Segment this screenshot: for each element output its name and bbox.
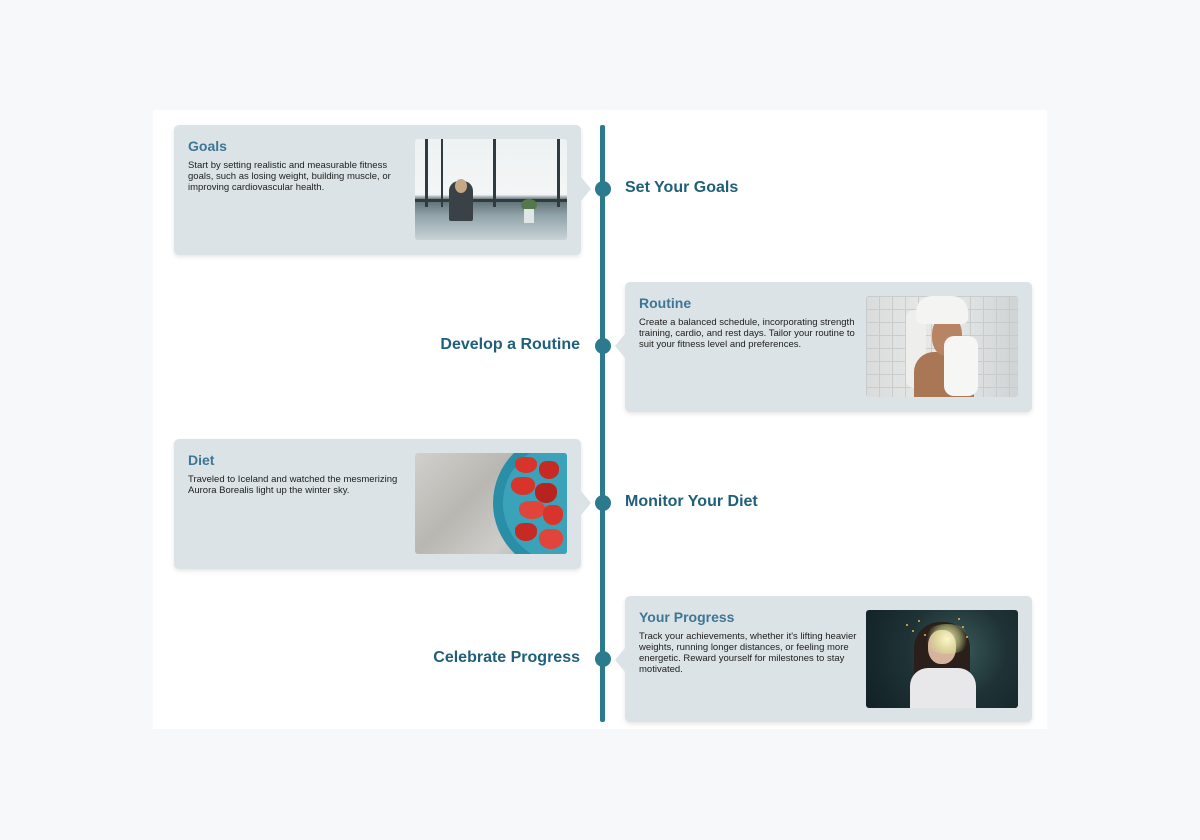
card-title: Routine — [639, 295, 692, 311]
timeline-dot — [595, 338, 611, 354]
step-label: Celebrate Progress — [433, 649, 580, 666]
timeline-card-routine — [625, 282, 1032, 412]
strawberries-plate-photo — [415, 453, 567, 554]
card-pointer — [581, 177, 591, 201]
timeline-card-progress — [625, 596, 1032, 722]
card-title: Diet — [188, 452, 215, 468]
woman-with-towel-photo — [866, 296, 1018, 397]
timeline-card-diet — [174, 439, 581, 569]
card-text: Track your achievements, whether it's lifting heavier weights, running longer distances, or feeling more energetic. Reward yourself for milestones to stay motivated. — [639, 631, 857, 675]
timeline-dot — [595, 181, 611, 197]
card-text: Start by setting realistic and measurable fitness goals, such as losing weight, building muscle, or improving cardiovascular health. — [188, 160, 391, 193]
card-text: Create a balanced schedule, incorporating strength training, cardio, and rest days. Tailor your routine to suit your fitness level and preferences. — [639, 317, 855, 350]
card-pointer — [581, 491, 591, 515]
girl-with-sparkler-photo — [866, 610, 1018, 708]
step-label: Monitor Your Diet — [625, 493, 758, 510]
step-label: Develop a Routine — [440, 336, 580, 353]
timeline-dot — [595, 651, 611, 667]
woman-in-office-photo — [415, 139, 567, 240]
card-text: Traveled to Iceland and watched the mesmerizing Aurora Borealis light up the winter sky. — [188, 474, 398, 496]
timeline-card-goals — [174, 125, 581, 255]
step-label: Set Your Goals — [625, 179, 739, 196]
card-title: Goals — [188, 138, 227, 154]
card-pointer — [615, 334, 625, 358]
timeline-line — [600, 125, 605, 722]
card-title: Your Progress — [639, 609, 735, 625]
timeline-dot — [595, 495, 611, 511]
card-pointer — [615, 648, 625, 672]
